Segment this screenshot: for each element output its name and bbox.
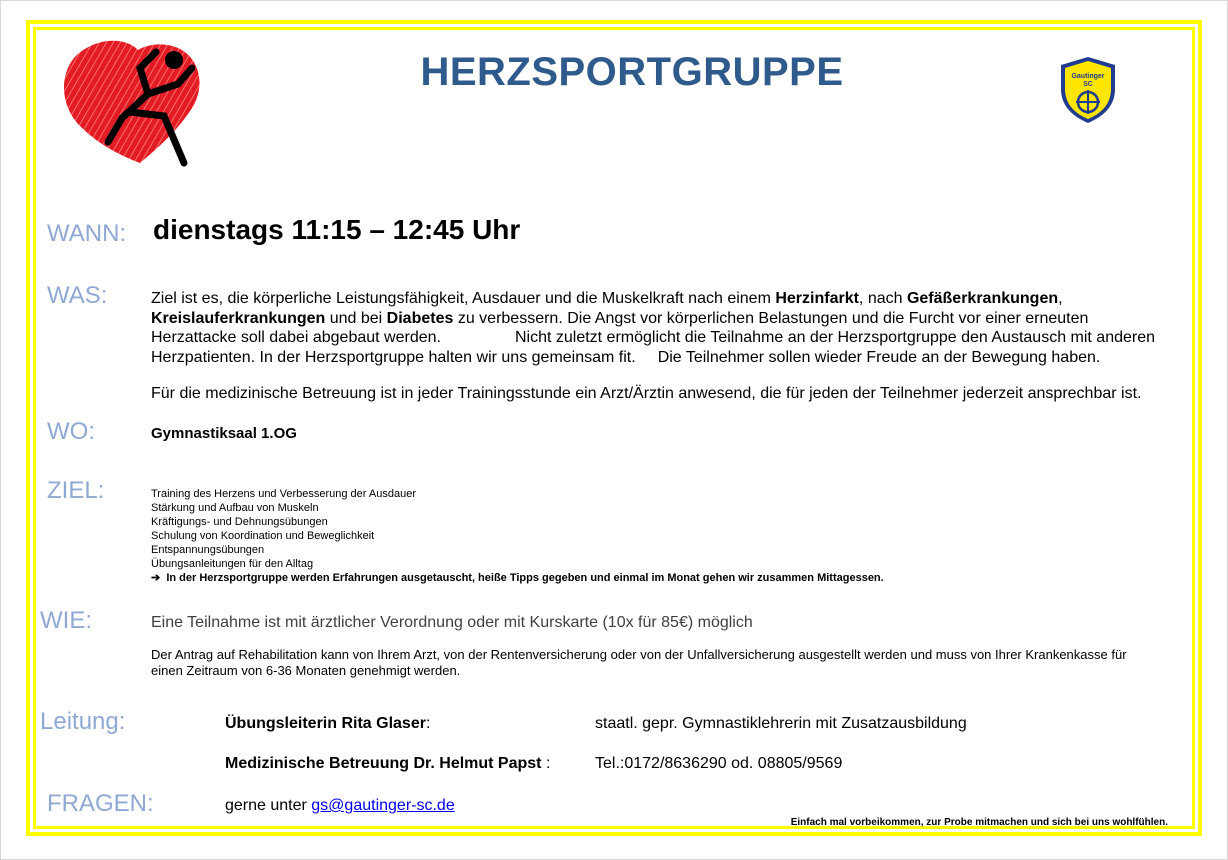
footer-note: Einfach mal vorbeikommen, zur Probe mitmachen und sich bei uns wohlfühlen. bbox=[790, 817, 1168, 828]
club-badge-icon bbox=[1058, 55, 1118, 125]
wie-sub-text: Der Antrag auf Rehabilitation kann von Ihrem Arzt, von der Rentenversicherung oder von der Unfallversicherung ausgestellt werden und muss von Ihrer Krankenkasse für einen Zeitraum von 6-36 Monaten genehmigt werden. bbox=[151, 647, 1127, 678]
ziel-note bbox=[151, 571, 1191, 585]
label-wo: WO: bbox=[47, 418, 95, 445]
doctor-phone: Tel.:0172/8636290 od. 08805/9569 bbox=[595, 755, 843, 772]
list-item: Übungsanleitungen für den Alltag bbox=[151, 558, 314, 570]
was-paragraph-2: Für die medizinische Betreuung ist in jeder Trainingsstunde ein Arzt/Ärztin anwesend, die für jeden der Teilnehmer jederzeit ansprechbar ist. bbox=[151, 385, 1142, 402]
bold-term: Diabetes bbox=[386, 309, 454, 327]
text-segment: , nach bbox=[858, 290, 907, 307]
location-text: Gymnastiksaal 1.OG bbox=[151, 425, 297, 442]
text-segment: , bbox=[1058, 290, 1063, 307]
text-segment: und bei bbox=[325, 309, 387, 327]
separator: : bbox=[541, 755, 551, 772]
list-item: Training des Herzens und Verbesserung der Ausdauer bbox=[151, 488, 416, 500]
label-ziel: ZIEL: bbox=[47, 477, 105, 504]
was-line-3 bbox=[151, 328, 1191, 348]
list-item: Schulung von Koordination und Beweglichkeit bbox=[151, 530, 375, 542]
separator: : bbox=[425, 715, 431, 732]
leitung-row-1 bbox=[225, 715, 430, 733]
was-line-2 bbox=[151, 309, 1191, 329]
contact-line bbox=[225, 797, 455, 815]
ziel-note-text: In der Herzsportgruppe werden Erfahrungen ausgetauscht, heiße Tipps gegeben und einmal im Monat gehen wir zusammen Mittagessen. bbox=[166, 572, 884, 584]
contact-prefix: gerne unter bbox=[225, 797, 312, 814]
doctor-name: Medizinische Betreuung Dr. Helmut Papst bbox=[225, 755, 542, 772]
was-line-4 bbox=[151, 348, 1191, 368]
text-segment: Ziel ist es, die körperliche Leistungsfähigkeit, Ausdauer und die Muskelkraft nach einem bbox=[151, 290, 776, 307]
text-segment: Herzpatienten. In der Herzsportgruppe halten wir uns gemeinsam fit. bbox=[151, 348, 636, 366]
label-wie: WIE: bbox=[40, 607, 92, 634]
trainer-qualification: staatl. gepr. Gymnastiklehrerin mit Zusatzausbildung bbox=[595, 715, 967, 732]
was-paragraph-1 bbox=[151, 289, 1191, 367]
schedule-time: dienstags 11:15 – 12:45 Uhr bbox=[153, 214, 521, 245]
list-item: Stärkung und Aufbau von Muskeln bbox=[151, 502, 319, 514]
bold-term: Gefäßerkrankungen bbox=[906, 290, 1059, 307]
arrow-right-icon: ➔ bbox=[151, 572, 161, 584]
list-item: Kräftigungs- und Dehnungsübungen bbox=[151, 516, 328, 528]
badge-text-top: Gautinger bbox=[1071, 73, 1105, 80]
label-fragen: FRAGEN: bbox=[47, 790, 154, 817]
text-segment: zu verbessern. Die Angst vor körperlichen Belastungen und die Furcht vor einer erneuten bbox=[453, 309, 1089, 327]
ziel-list bbox=[151, 487, 1191, 585]
bold-term: Kreislauferkrankungen bbox=[151, 309, 326, 327]
label-wann: WANN: bbox=[47, 220, 127, 247]
list-item: Entspannungsübungen bbox=[151, 544, 265, 556]
text-segment: Nicht zuletzt ermöglicht die Teilnahme an der Herzsportgruppe den Austausch mit anderen bbox=[514, 329, 1156, 346]
was-line-1 bbox=[151, 289, 1191, 309]
label-leitung: Leitung: bbox=[40, 708, 126, 735]
trainer-name: Übungsleiterin Rita Glaser bbox=[225, 715, 426, 732]
text-segment: Die Teilnehmer sollen wieder Freude an der Bewegung haben. bbox=[657, 348, 1101, 366]
wie-main-text: Eine Teilnahme ist mit ärztlicher Verordnung oder mit Kurskarte (10x für 85€) möglich bbox=[151, 614, 753, 631]
text-segment: Herzattacke soll dabei abgebaut werden. bbox=[151, 329, 441, 346]
page-title: HERZSPORTGRUPPE bbox=[420, 50, 844, 94]
leitung-row-2 bbox=[225, 755, 550, 773]
bold-term: Herzinfarkt bbox=[775, 290, 859, 307]
badge-text-bottom: SC bbox=[1083, 81, 1093, 88]
label-was: WAS: bbox=[47, 282, 108, 309]
email-link[interactable]: gs@gautinger-sc.de bbox=[311, 797, 455, 814]
